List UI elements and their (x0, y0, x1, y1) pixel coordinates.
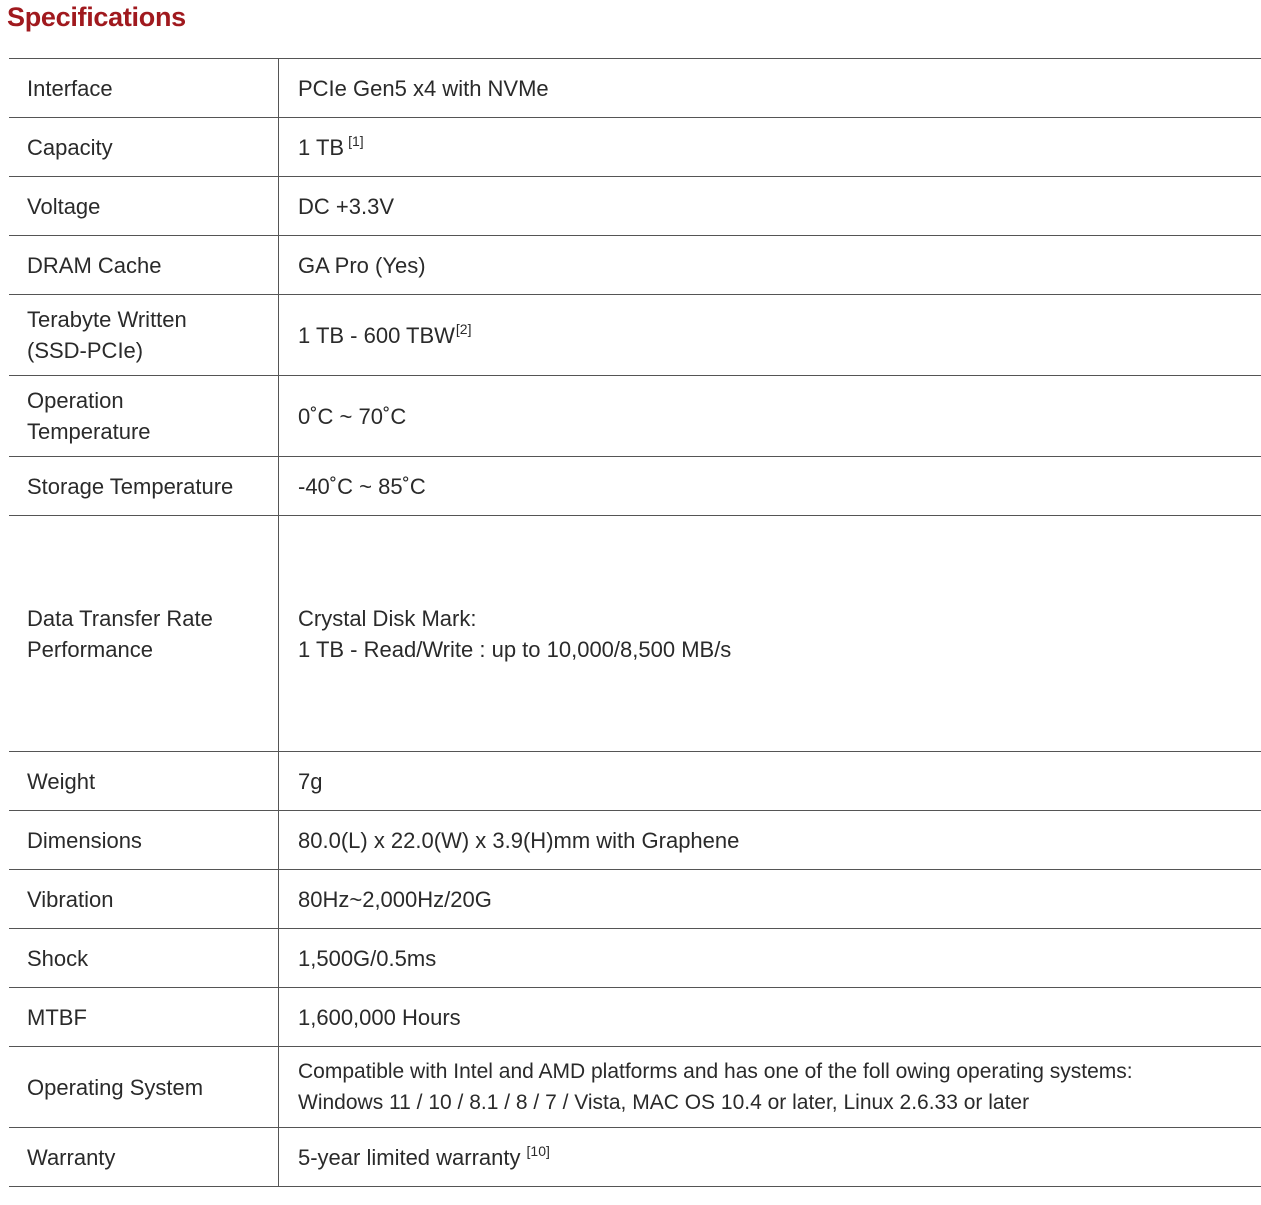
table-row (9, 988, 1261, 1047)
table-row (9, 295, 1261, 376)
table-row (9, 118, 1261, 177)
spec-value-shock: 1,500G/0.5ms (298, 945, 437, 971)
table-row (9, 177, 1261, 236)
spec-label-weight: Weight (9, 752, 279, 811)
table-row (9, 929, 1261, 988)
footnote-ref: [2] (455, 320, 472, 337)
table-row (9, 236, 1261, 295)
table-row (9, 457, 1261, 516)
spec-label-warranty: Warranty (9, 1128, 279, 1187)
spec-value-dram-cache: GA Pro (Yes) (298, 252, 426, 278)
spec-value-terabyte-written: 1 TB - 600 TBW[2] (298, 320, 472, 348)
spec-label-operating-system: Operating System (9, 1047, 279, 1128)
spec-value-voltage: DC +3.3V (298, 193, 394, 219)
spec-label-operation-temperature: Operation Temperature (9, 376, 279, 457)
spec-value-operation-temperature: 0˚C ~ 70˚C (298, 403, 407, 429)
spec-label-voltage: Voltage (9, 177, 279, 236)
spec-label-dimensions: Dimensions (9, 811, 279, 870)
table-row (9, 516, 1261, 752)
spec-label-storage-temperature: Storage Temperature (9, 457, 279, 516)
table-row (9, 376, 1261, 457)
spec-label-capacity: Capacity (9, 118, 279, 177)
spec-value-capacity: 1 TB [1] (298, 132, 364, 160)
table-row (9, 811, 1261, 870)
spec-label-dram-cache: DRAM Cache (9, 236, 279, 295)
spec-label-interface: Interface (9, 59, 279, 118)
spec-label-terabyte-written: Terabyte Written (SSD-PCIe) (9, 295, 279, 376)
spec-value-dimensions: 80.0(L) x 22.0(W) x 3.9(H)mm with Graphene (298, 827, 740, 853)
table-row (9, 1128, 1261, 1187)
spec-value-data-transfer-rate: Crystal Disk Mark: 1 TB - Read/Write : up to 10,000/8,500 MB/s (298, 605, 732, 662)
spec-value-operating-system: Compatible with Intel and AMD platforms and has one of the foll owing operating systems: Windows 11 / 10 / 8.1 / 8 / 7 / Vista, MAC OS 10.4 or later, Linux 2.6.33 or later (298, 1060, 1133, 1114)
spec-value-weight: 7g (298, 768, 323, 794)
footnote-ref: [10] (526, 1142, 550, 1159)
footnote-ref: [1] (348, 132, 364, 149)
table-row (9, 59, 1261, 118)
spec-value-storage-temperature: -40˚C ~ 85˚C (298, 473, 426, 499)
spec-value-mtbf: 1,600,000 Hours (298, 1004, 461, 1030)
spec-label-vibration: Vibration (9, 870, 279, 929)
table-row (9, 752, 1261, 811)
specifications-table (9, 58, 1261, 1187)
spec-value-warranty: 5-year limited warranty [10] (298, 1142, 550, 1170)
spec-label-data-transfer-rate: Data Transfer Rate Performance (9, 516, 279, 752)
spec-value-vibration: 80Hz~2,000Hz/20G (298, 886, 492, 912)
page-title: Specifications (7, 2, 186, 32)
spec-value-interface: PCIe Gen5 x4 with NVMe (298, 75, 549, 101)
table-row (9, 870, 1261, 929)
table-row (9, 1047, 1261, 1128)
spec-label-shock: Shock (9, 929, 279, 988)
spec-label-mtbf: MTBF (9, 988, 279, 1047)
